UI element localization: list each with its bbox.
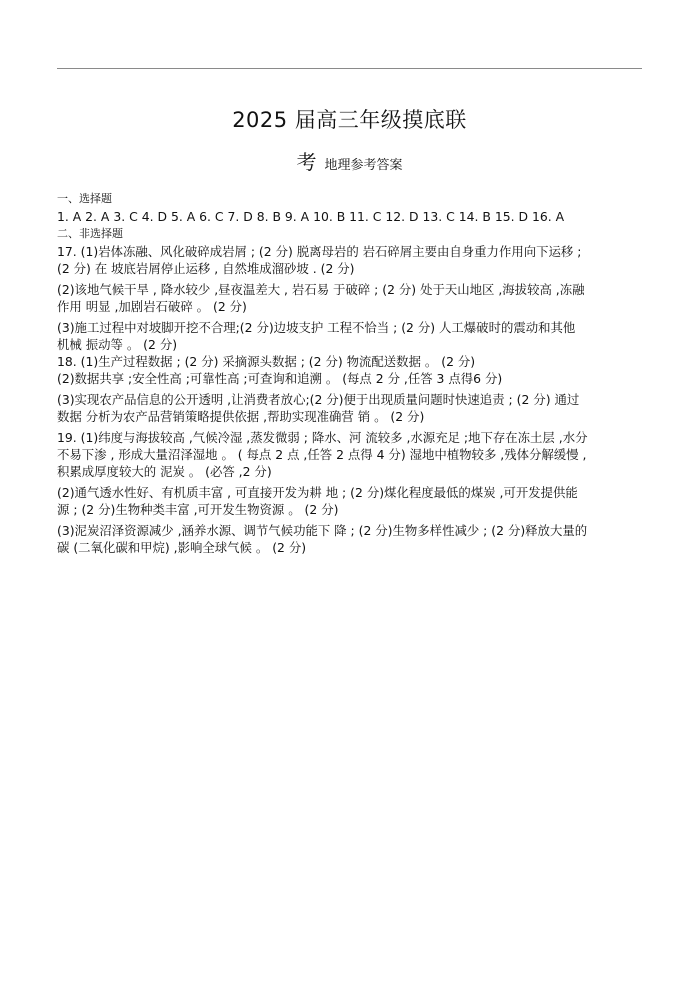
document-title: 2025 届高三年级摸底联: [232, 108, 467, 132]
q19-part3-line2: 碳 (二氧化碳和甲烷) ,影响全球气候 。 (2 分): [57, 540, 307, 555]
q17-part3-line1: (3)施工过程中对坡脚开挖不合理;(2 分)边坡支护 工程不恰当 ; (2 分) 人工爆破时的震动和其他: [57, 320, 576, 335]
q18-part3-line2: 数据 分析为农产品营销策略提供依据 ,帮助实现准确营 销 。 (2 分): [57, 409, 425, 424]
q19-part3-line1: (3)泥炭沼泽资源减少 ,涵养水源、调节气候功能下 降 ; (2 分)生物多样性减少 ; (2 分)释放大量的: [57, 523, 588, 538]
q19-part1-line2: 不易下渗 , 形成大量沼泽湿地 。 ( 每点 2 点 ,任答 2 点得 4 分) 湿地中植物较多 ,残体分解缓慢 ,: [57, 447, 587, 462]
q18-part1: 18. (1)生产过程数据 ; (2 分) 采摘源头数据 ; (2 分) 物流配送数据 。 (2 分): [57, 354, 476, 369]
subtitle-small-text: 地理参考答案: [324, 158, 403, 173]
header-divider: [57, 68, 642, 69]
document-subtitle: [0, 146, 699, 175]
choice-answers: 1. A 2. A 3. C 4. D 5. A 6. C 7. D 8. B 9. A 10. B 11. C 12. D 13. C 14. B 15. D 16. A: [57, 209, 565, 224]
q17-part1-line2: (2 分) 在 坡底岩屑停止运移 , 自然堆成溜砂坡 . (2 分): [57, 261, 355, 276]
q18-part3-line1: (3)实现农产品信息的公开透明 ,让消费者放心;(2 分)便于出现质量问题时快速追责 ; (2 分) 通过: [57, 392, 580, 407]
q19-part1-line3: 积累成厚度较大的 泥炭 。 (必答 ,2 分): [57, 464, 272, 479]
q17-part3-line2: 机械 振动等 。 (2 分): [57, 337, 178, 352]
q17-part2-line2: 作用 明显 ,加剧岩石破碎 。 (2 分): [57, 299, 247, 314]
section-heading-choice: 一、选择题: [57, 192, 112, 205]
q19-part2-line1: (2)通气透水性好、有机质丰富 , 可直接开发为耕 地 ; (2 分)煤化程度最低的煤炭 ,可开发提供能: [57, 485, 578, 500]
q17-part2-line1: (2)该地气候干旱 , 降水较少 ,昼夜温差大 , 岩石易 于破碎 ; (2 分) 处于天山地区 ,海拔较高 ,冻融: [57, 282, 585, 297]
q17-part1-line1: 17. (1)岩体冻融、风化破碎成岩屑 ; (2 分) 脱离母岩的 岩石碎屑主要由自身重力作用向下运移 ;: [57, 244, 582, 259]
subtitle-large-char: 考: [296, 150, 317, 174]
q18-part2: (2)数据共享 ;安全性高 ;可靠性高 ;可查询和追溯 。 (每点 2 分 ,任答 3 点得6 分): [57, 371, 503, 386]
section-heading-non-choice: 二、非选择题: [57, 227, 123, 240]
answer-body: [57, 190, 645, 556]
q19-part2-line2: 源 ; (2 分)生物种类丰富 ,可开发生物资源 。 (2 分): [57, 502, 339, 517]
q19-part1-line1: 19. (1)纬度与海拔较高 ,气候冷湿 ,蒸发微弱 ; 降水、河 流较多 ,水源充足 ;地下存在冻土层 ,水分: [57, 430, 588, 445]
